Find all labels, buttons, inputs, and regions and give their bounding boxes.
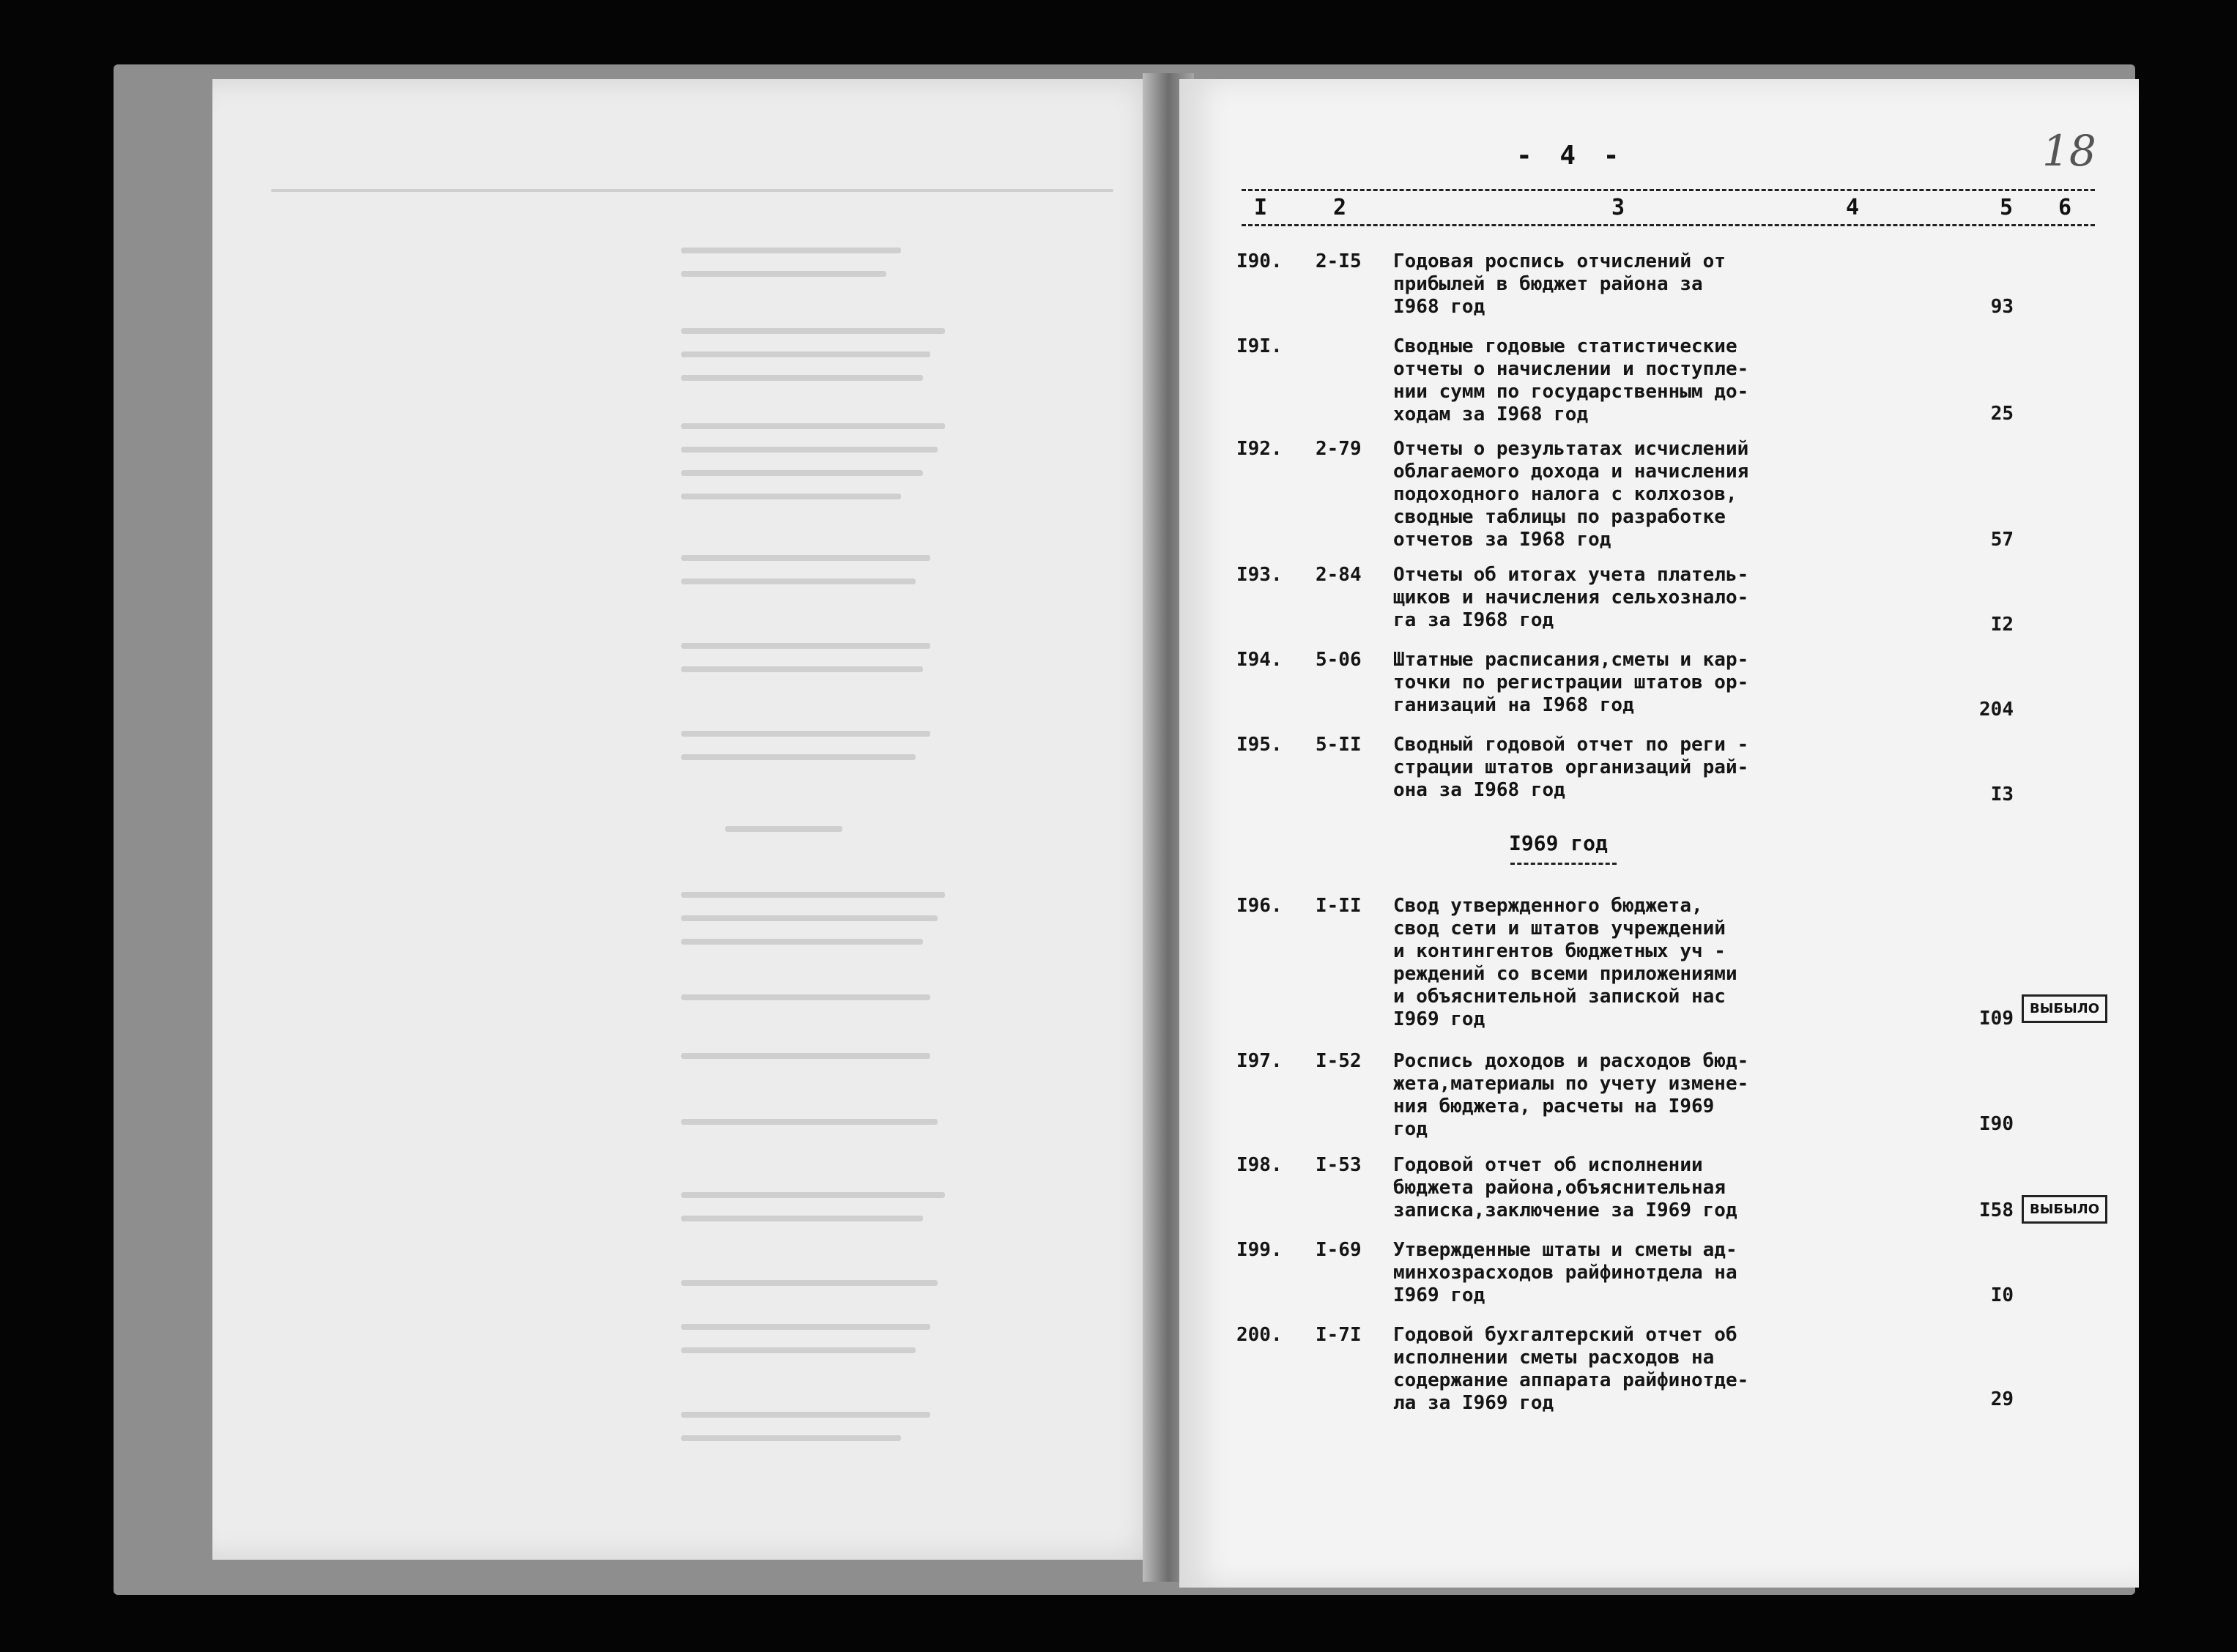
- entry-code: 5-II: [1316, 734, 1362, 756]
- entry-number: I93.: [1236, 564, 1283, 586]
- show-through-text: [212, 79, 1166, 1560]
- entry-title: Годовой отчет об исполнении бюджета района,объяснительная записка,заключение за I969 год: [1393, 1154, 1737, 1221]
- entry-number: I95.: [1236, 734, 1283, 756]
- entry-number: I98.: [1236, 1154, 1283, 1176]
- entry-number: I99.: [1236, 1239, 1283, 1261]
- entry-title: Штатные расписания,сметы и кар- точки по регистрации штатов ор- ганизаций на I968 год: [1393, 649, 1749, 716]
- section-heading-year: I969 год: [1509, 831, 1608, 855]
- entry-title: Отчеты об итогах учета платель- щиков и начисления сельхознало- га за I968 год: [1393, 564, 1749, 631]
- handwritten-page-mark: 18: [2042, 126, 2096, 176]
- column-header-3: 3: [1611, 195, 1625, 220]
- entry-number: I94.: [1236, 649, 1283, 671]
- entry-sheet-count: 204: [1979, 699, 2014, 721]
- entry-code: I-53: [1316, 1154, 1362, 1176]
- entry-sheet-count: I3: [1990, 784, 2014, 805]
- entry-title: Сводный годовой отчет по реги - страции штатов организаций рай- она за I968 год: [1393, 734, 1749, 801]
- entry-number: I9I.: [1236, 335, 1283, 357]
- column-header-2: 2: [1333, 195, 1347, 220]
- withdrawn-stamp: ВЫБЫЛО: [2022, 994, 2107, 1023]
- entry-number: I96.: [1236, 895, 1283, 917]
- entry-code: I-II: [1316, 895, 1362, 917]
- entry-sheet-count: 93: [1990, 296, 2014, 318]
- entry-title: Отчеты о результатах исчислений облагаемого дохода и начисления подоходного налога с колхозов, сводные таблицы по разработке отчетов за I968 год: [1393, 438, 1749, 551]
- entry-code: 2-I5: [1316, 250, 1362, 272]
- entry-title: Годовой бухгалтерский отчет об исполнении сметы расходов на содержание аппарата райфинотде- ла за I969 год: [1393, 1324, 1749, 1414]
- page-number: - 4 -: [1516, 141, 1625, 171]
- entry-sheet-count: I58: [1979, 1199, 2014, 1221]
- header-rule-bottom: [1242, 224, 2095, 226]
- entry-sheet-count: 57: [1990, 529, 2014, 551]
- section-heading-underline: [1510, 863, 1617, 865]
- entry-number: I90.: [1236, 250, 1283, 272]
- entry-title: Сводные годовые статистические отчеты о начислении и поступле- нии сумм по государственным до- ходам за I968 год: [1393, 335, 1749, 425]
- entry-sheet-count: I0: [1990, 1284, 2014, 1306]
- column-header-1: I: [1254, 195, 1268, 220]
- entry-code: I-52: [1316, 1050, 1362, 1072]
- column-header-6: 6: [2058, 195, 2072, 220]
- header-rule-top: [1242, 189, 2095, 191]
- entry-code: I-69: [1316, 1239, 1362, 1261]
- entry-code: I-7I: [1316, 1324, 1362, 1346]
- column-header-5: 5: [2000, 195, 2014, 220]
- entry-code: 2-79: [1316, 438, 1362, 460]
- withdrawn-stamp: ВЫБЫЛО: [2022, 1195, 2107, 1224]
- entry-sheet-count: I09: [1979, 1008, 2014, 1030]
- entry-sheet-count: I2: [1990, 614, 2014, 636]
- entry-code: 2-84: [1316, 564, 1362, 586]
- entry-sheet-count: I90: [1979, 1113, 2014, 1135]
- entry-number: I92.: [1236, 438, 1283, 460]
- entry-number: 200.: [1236, 1324, 1283, 1346]
- entry-number: I97.: [1236, 1050, 1283, 1072]
- entry-title: Свод утвержденного бюджета, свод сети и штатов учреждений и контингентов бюджетных уч - реждений со всеми приложениями и объяснительной запиской нас I969 год: [1393, 895, 1737, 1030]
- entry-title: Роспись доходов и расходов бюд- жета,материалы по учету измене- ния бюджета, расчеты на I969 год: [1393, 1050, 1749, 1140]
- entry-title: Утвержденные штаты и сметы ад- минхозрасходов райфинотдела на I969 год: [1393, 1239, 1737, 1306]
- column-header-4: 4: [1846, 195, 1860, 220]
- left-page-reverse-side: [212, 79, 1166, 1560]
- entry-sheet-count: 29: [1990, 1388, 2014, 1410]
- entry-sheet-count: 25: [1990, 403, 2014, 425]
- entry-code: 5-06: [1316, 649, 1362, 671]
- entry-title: Годовая роспись отчислений от прибылей в бюджет района за I968 год: [1393, 250, 1726, 318]
